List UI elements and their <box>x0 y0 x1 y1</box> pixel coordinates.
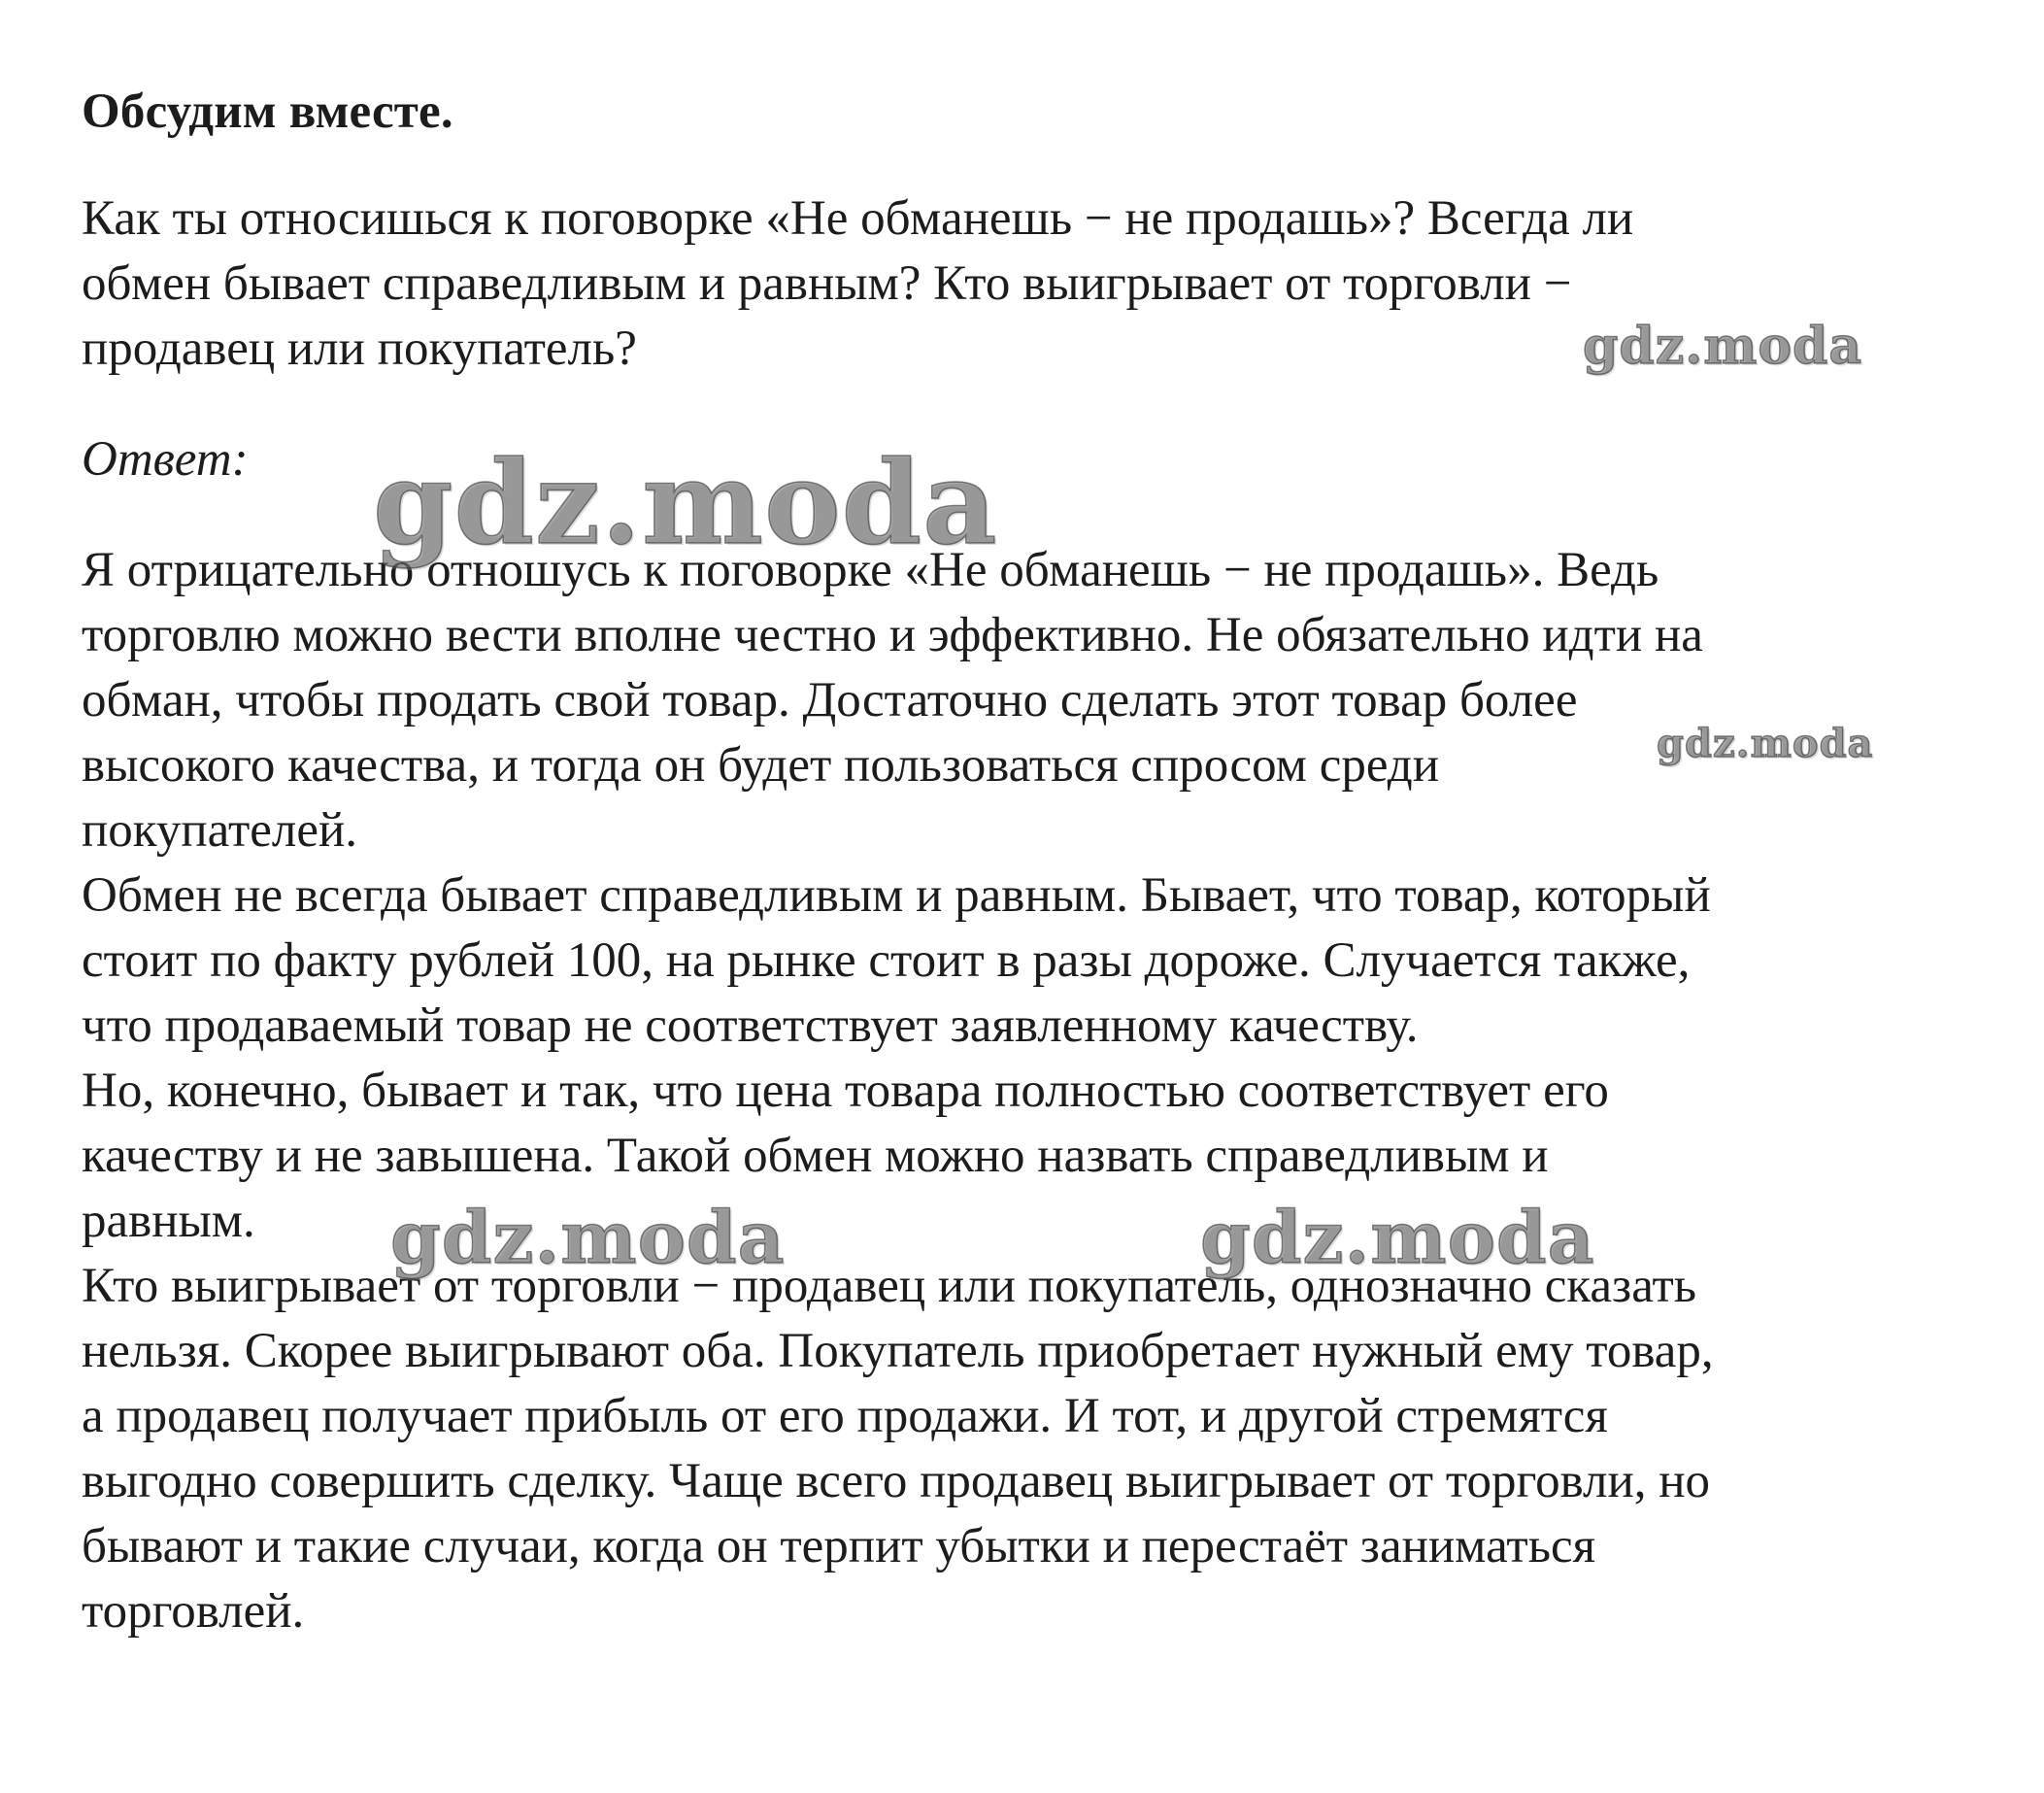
watermark: gdz.moda <box>1583 317 1863 376</box>
answer-line: Но, конечно, бывает и так, что цена товара полностью соответствует его <box>82 1064 1609 1118</box>
answer-line: покупателей. <box>82 803 358 858</box>
answer-line: что продаваемый товар не соответствует заявленному качеству. <box>82 998 1419 1053</box>
watermark: gdz.moda <box>1200 1197 1595 1280</box>
answer-line: нельзя. Скорее выигрывают оба. Покупатель приобретает нужный ему товар, <box>82 1324 1714 1378</box>
answer-label: Ответ: <box>82 432 249 487</box>
answer-text <box>82 538 2024 1644</box>
answer-line: торговлю можно вести вполне честно и эффективно. Не обязательно идти на <box>82 608 1703 662</box>
answer-line: Кто выигрывает от торговли − продавец или покупатель, однозначно сказать <box>82 1259 1697 1313</box>
watermark: gdz.moda <box>373 435 998 570</box>
question-line: Как ты относишься к поговорке «Не обманешь − не продашь»? Всегда ли <box>82 191 1634 246</box>
question-line: обмен бывает справедливым и равным? Кто выигрывает от торговли − <box>82 256 1572 311</box>
answer-line: торговлей. <box>82 1584 305 1639</box>
answer-line: выгодно совершить сделку. Чаще всего продавец выигрывает от торговли, но <box>82 1454 1711 1508</box>
question-line: продавец или покупатель? <box>82 321 637 376</box>
answer-line: бывают и такие случаи, когда он терпит убытки и перестаёт заниматься <box>82 1519 1596 1573</box>
answer-line: качеству и не завышена. Такой обмен можно назвать справедливым и <box>82 1129 1549 1183</box>
section-heading: Обсудим вместе. <box>82 85 453 139</box>
answer-line: стоит по факту рублей 100, на рынке стоит в разы дороже. Случается также, <box>82 933 1691 988</box>
watermark: gdz.moda <box>390 1197 786 1280</box>
question-text <box>82 186 1985 382</box>
answer-line: Я отрицательно отношусь к поговорке «Не обманешь − не продашь». Ведь <box>82 543 1659 597</box>
watermark: gdz.moda <box>1657 721 1874 766</box>
answer-line: равным. <box>82 1194 255 1248</box>
answer-line: а продавец получает прибыль от его продажи. И тот, и другой стремятся <box>82 1389 1608 1443</box>
answer-line: Обмен не всегда бывает справедливым и равным. Бывает, что товар, который <box>82 868 1711 923</box>
answer-line: обман, чтобы продать свой товар. Достаточно сделать этот товар более <box>82 673 1578 727</box>
answer-line: высокого качества, и тогда он будет пользоваться спросом среди <box>82 738 1440 793</box>
